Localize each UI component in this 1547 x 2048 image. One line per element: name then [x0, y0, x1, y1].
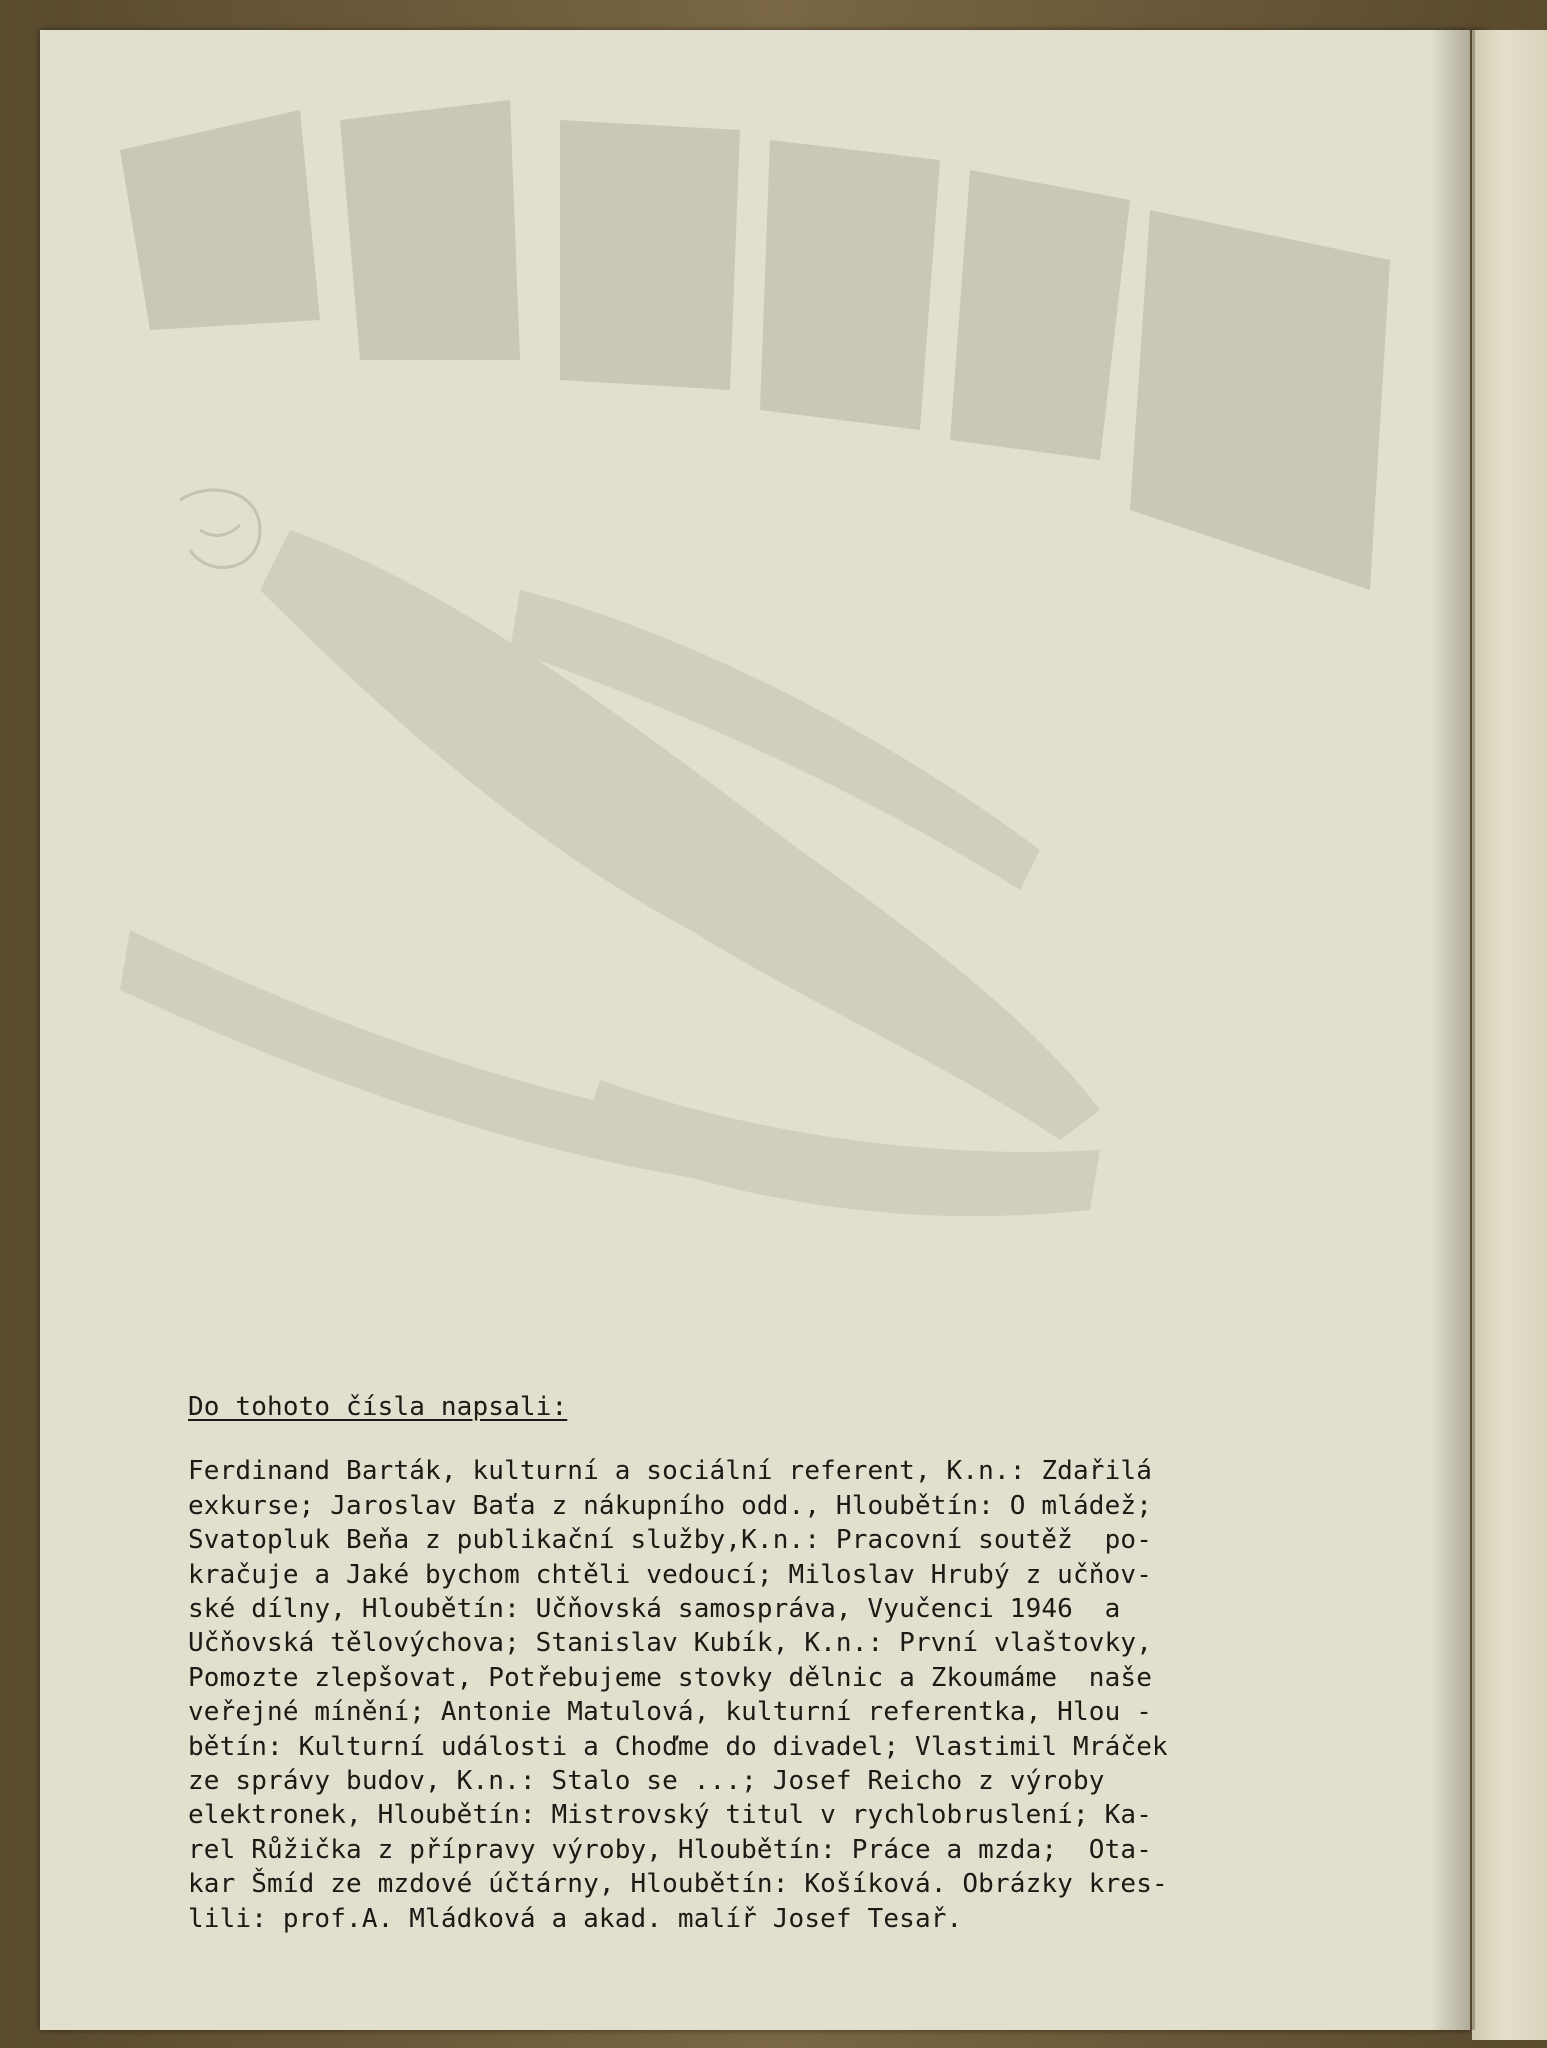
- text-line: Svatopluk Beňa z publikační služby,K.n.: Pracovní soutěž po-: [188, 1525, 1153, 1556]
- text-line: ské dílny, Hloubětín: Učňovská samospráva, Vyučenci 1946 a: [188, 1594, 1121, 1625]
- text-line: kračuje a Jaké bychom chtěli vedoucí; Miloslav Hrubý z učňov-: [188, 1559, 1153, 1590]
- text-line: Pomozte zlepšovat, Potřebujeme stovky dělnic a Zkoumáme naše: [188, 1662, 1153, 1693]
- contributors-paragraph: [188, 1454, 1338, 1936]
- text-line: Ferdinand Barták, kulturní a sociální referent, K.n.: Zdařilá: [188, 1456, 1153, 1487]
- contributors-section: [188, 1390, 1338, 1936]
- text-line: kar Šmíd ze mzdové účtárny, Hloubětín: Košíková. Obrázky kres-: [188, 1869, 1168, 1900]
- text-line: lili: prof.A. Mládková a akad. malíř Josef Tesař.: [188, 1903, 963, 1934]
- text-line: bětín: Kulturní události a Choďme do divadel; Vlastimil Mráček: [188, 1731, 1168, 1762]
- contributors-heading: Do tohoto čísla napsali:: [188, 1392, 568, 1422]
- text-line: Učňovská tělovýchova; Stanislav Kubík, K.n.: První vlaštovky,: [188, 1628, 1153, 1659]
- next-page-edge: [1470, 30, 1547, 2040]
- text-line: ze správy budov, K.n.: Stalo se ...; Josef Reicho z výroby: [188, 1766, 1105, 1797]
- spine-shadow: [1430, 30, 1475, 2030]
- text-line: veřejné mínění; Antonie Matulová, kulturní referentka, Hlou -: [188, 1697, 1153, 1728]
- text-line: rel Růžička z přípravy výroby, Hloubětín: Práce a mzda; Ota-: [188, 1834, 1153, 1865]
- text-line: elektronek, Hloubětín: Mistrovský titul v rychlobruslení; Ka-: [188, 1800, 1153, 1831]
- text-line: exkurse; Jaroslav Baťa z nákupního odd., Hloubětín: O mládež;: [188, 1490, 1153, 1521]
